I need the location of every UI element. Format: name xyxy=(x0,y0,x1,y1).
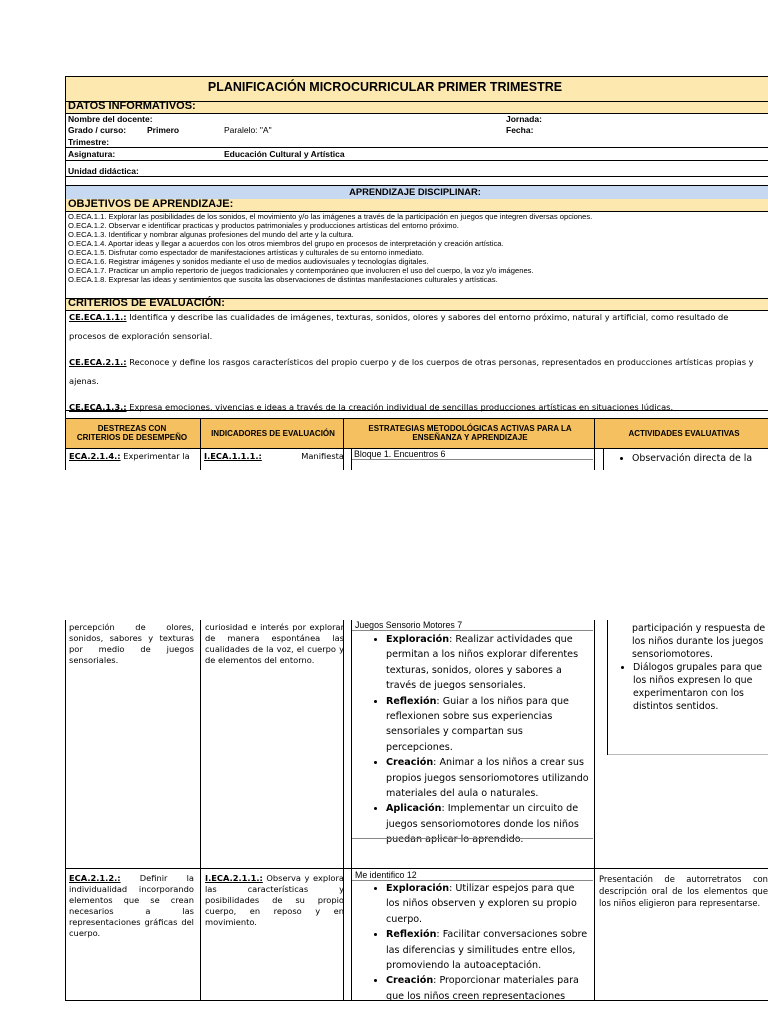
indicador-row1-cont: curiosidad e interés por explorar de manera espontánea las cualidades de la voz, el cuerpo y de elementos del entorno. xyxy=(205,622,344,665)
asignatura-label: Asignatura: xyxy=(68,149,116,159)
header-destrezas: DESTREZAS CON CRITERIOS DE DESEMPEÑO xyxy=(76,424,188,442)
objetivo-item: O.ECA.1.3. Identificar y nombrar algunas profesiones del mundo del arte y la cultura. xyxy=(68,230,354,239)
indicador-row1-top: I.ECA.1.1.1.: Manifiesta xyxy=(204,451,344,461)
bloque-label: Bloque 1. Encuentros 6 xyxy=(354,449,446,459)
me-identifico-label: Me identifico 12 xyxy=(355,870,417,880)
strategy-item: • Creación: Proporcionar materiales para que los niños creen representaciones xyxy=(386,973,590,1004)
criterios-list xyxy=(69,308,768,417)
criterio-2-cont: ajenas. xyxy=(69,376,99,386)
strategy-item: • Reflexión: Guiar a los niños para que reflexionen sobre sus experiencias sensoriales y compartan sus percepciones. xyxy=(386,694,590,756)
header-indicadores: INDICADORES DE EVALUACIÓN xyxy=(211,428,335,438)
docente-label: Nombre del docente: xyxy=(68,114,153,124)
strategies-row2 xyxy=(354,881,590,1004)
aprendizaje-heading: APRENDIZAJE DISCIPLINAR: xyxy=(349,186,481,197)
actividad-row1-top: • Observación directa de la xyxy=(612,452,768,465)
strategies-row1 xyxy=(354,632,590,848)
unidad-label: Unidad didáctica: xyxy=(68,166,139,176)
criterio-1-cont: procesos de exploración sensorial. xyxy=(69,331,213,341)
destreza-row1-cont: percepción de olores, sonidos, sabores y texturas por medio de juegos sensoriales. xyxy=(69,622,194,665)
objetivo-item: O.ECA.1.4. Aportar ideas y llegar a acuerdos con los otros miembros del grupo en procesos de interpretación y creación artística. xyxy=(68,239,504,248)
objetivo-item: O.ECA.1.7. Practicar un amplio repertorio de juegos tradicionales y contemporáneo que involucren el uso del cuerpo, la voz y/o imágenes. xyxy=(68,266,534,275)
objetivos-list xyxy=(68,212,768,284)
criterios-heading: CRITERIOS DE EVALUACIÓN: xyxy=(68,297,225,309)
trimestre-label: Trimestre: xyxy=(68,137,110,147)
objetivo-item: O.ECA.1.5. Disfrutar como espectador de manifestaciones artísticas y culturales de su entorno inmediato. xyxy=(68,248,424,257)
destreza-row1-top: ECA.2.1.4.: Experimentar la xyxy=(69,451,190,461)
actividad-row1-cont: participación y respuesta de los niños durante los juegos sensoriomotores. • Diálogos grupales para que los niños expresen lo que experimentaron con los distintos sentidos. xyxy=(613,622,768,713)
objetivo-item: O.ECA.1.2. Observar e identificar practicas y productos patrimoniales y producciones artísticas del entorno próximo. xyxy=(68,221,459,230)
indicador-row2: I.ECA.2.1.1.: Observa y explora las características y posibilidades de su propio cuerpo, en reposo y en movimiento. xyxy=(205,873,344,927)
paralelo-label: Paralelo: "A" xyxy=(224,125,272,135)
fecha-label: Fecha: xyxy=(506,125,534,135)
strategy-item: • Exploración: Utilizar espejos para que los niños observen y exploren su propio cuerpo. xyxy=(386,881,590,927)
criterio-1: CE.ECA.1.1.: Identifica y describe las cualidades de imágenes, texturas, sonidos, olores y sabores del entorno próximo, natural y artificial, como resultado de xyxy=(69,312,729,322)
datos-heading: DATOS INFORMATIVOS: xyxy=(68,100,196,112)
actividad-row2: Presentación de autorretratos con descripción oral de los elementos que los niños eligieron para representarse. xyxy=(599,874,768,908)
strategy-item: • Exploración: Realizar actividades que permitan a los niños explorar diferentes texturas, sonidos, olores y sabores a través de juegos sensoriales. xyxy=(386,632,590,694)
destreza-row2: ECA.2.1.2.: Definir la individualidad incorporando elementos que se crean necesarios a las representaciones gráficas del cuerpo. xyxy=(69,873,194,938)
criterio-3: CE.ECA.1.3.: Expresa emociones, vivencias e ideas a través de la creación individual de sencillas producciones artísticas en situaciones lúdicas. xyxy=(69,402,674,412)
criterio-2: CE.ECA.2.1.: Reconoce y define los rasgos característicos del propio cuerpo y de los cuerpos de otras personas, representados en producciones artísticas propias y xyxy=(69,357,754,367)
grado-value: Primero xyxy=(147,125,180,135)
objetivo-item: O.ECA.1.8. Expresar las ideas y sentimientos que suscita las observaciones de distintas manifestaciones culturales y artísticas. xyxy=(68,275,498,284)
page-title: PLANIFICACIÓN MICROCURRICULAR PRIMER TRIMESTRE xyxy=(207,80,563,94)
strategy-item: • Creación: Animar a los niños a crear sus propios juegos sensoriomotores utilizando materiales del aula o naturales. xyxy=(386,755,590,801)
header-actividades: ACTIVIDADES EVALUATIVAS xyxy=(628,428,740,438)
strategy-item: • Aplicación: Implementar un circuito de juegos sensoriomotores donde los niños puedan aplicar lo aprendido. xyxy=(386,801,590,847)
strategy-item: • Reflexión: Facilitar conversaciones sobre las diferencias y similitudes entre ellos, promoviendo la autoaceptación. xyxy=(386,927,590,973)
header-estrategias: ESTRATEGIAS METODOLÓGICAS ACTIVAS PARA LA ENSEÑANZA Y APRENDIZAJE xyxy=(368,424,572,442)
grado-label: Grado / curso: xyxy=(68,125,127,135)
objetivos-heading: OBJETIVOS DE APRENDIZAJE: xyxy=(68,198,234,210)
asignatura-value: Educación Cultural y Artística xyxy=(224,149,345,159)
objetivo-item: O.ECA.1.6. Registrar imágenes y sonidos mediante el uso de medios audiovisuales y tecnologías digitales. xyxy=(68,257,429,266)
jornada-label: Jornada: xyxy=(506,114,542,124)
objetivo-item: O.ECA.1.1. Explorar las posibilidades de los sonidos, el movimiento y/o las imágenes a través de la participación en juegos que integren diversas opciones. xyxy=(68,212,593,221)
juegos-label: Juegos Sensorio Motores 7 xyxy=(355,620,463,630)
